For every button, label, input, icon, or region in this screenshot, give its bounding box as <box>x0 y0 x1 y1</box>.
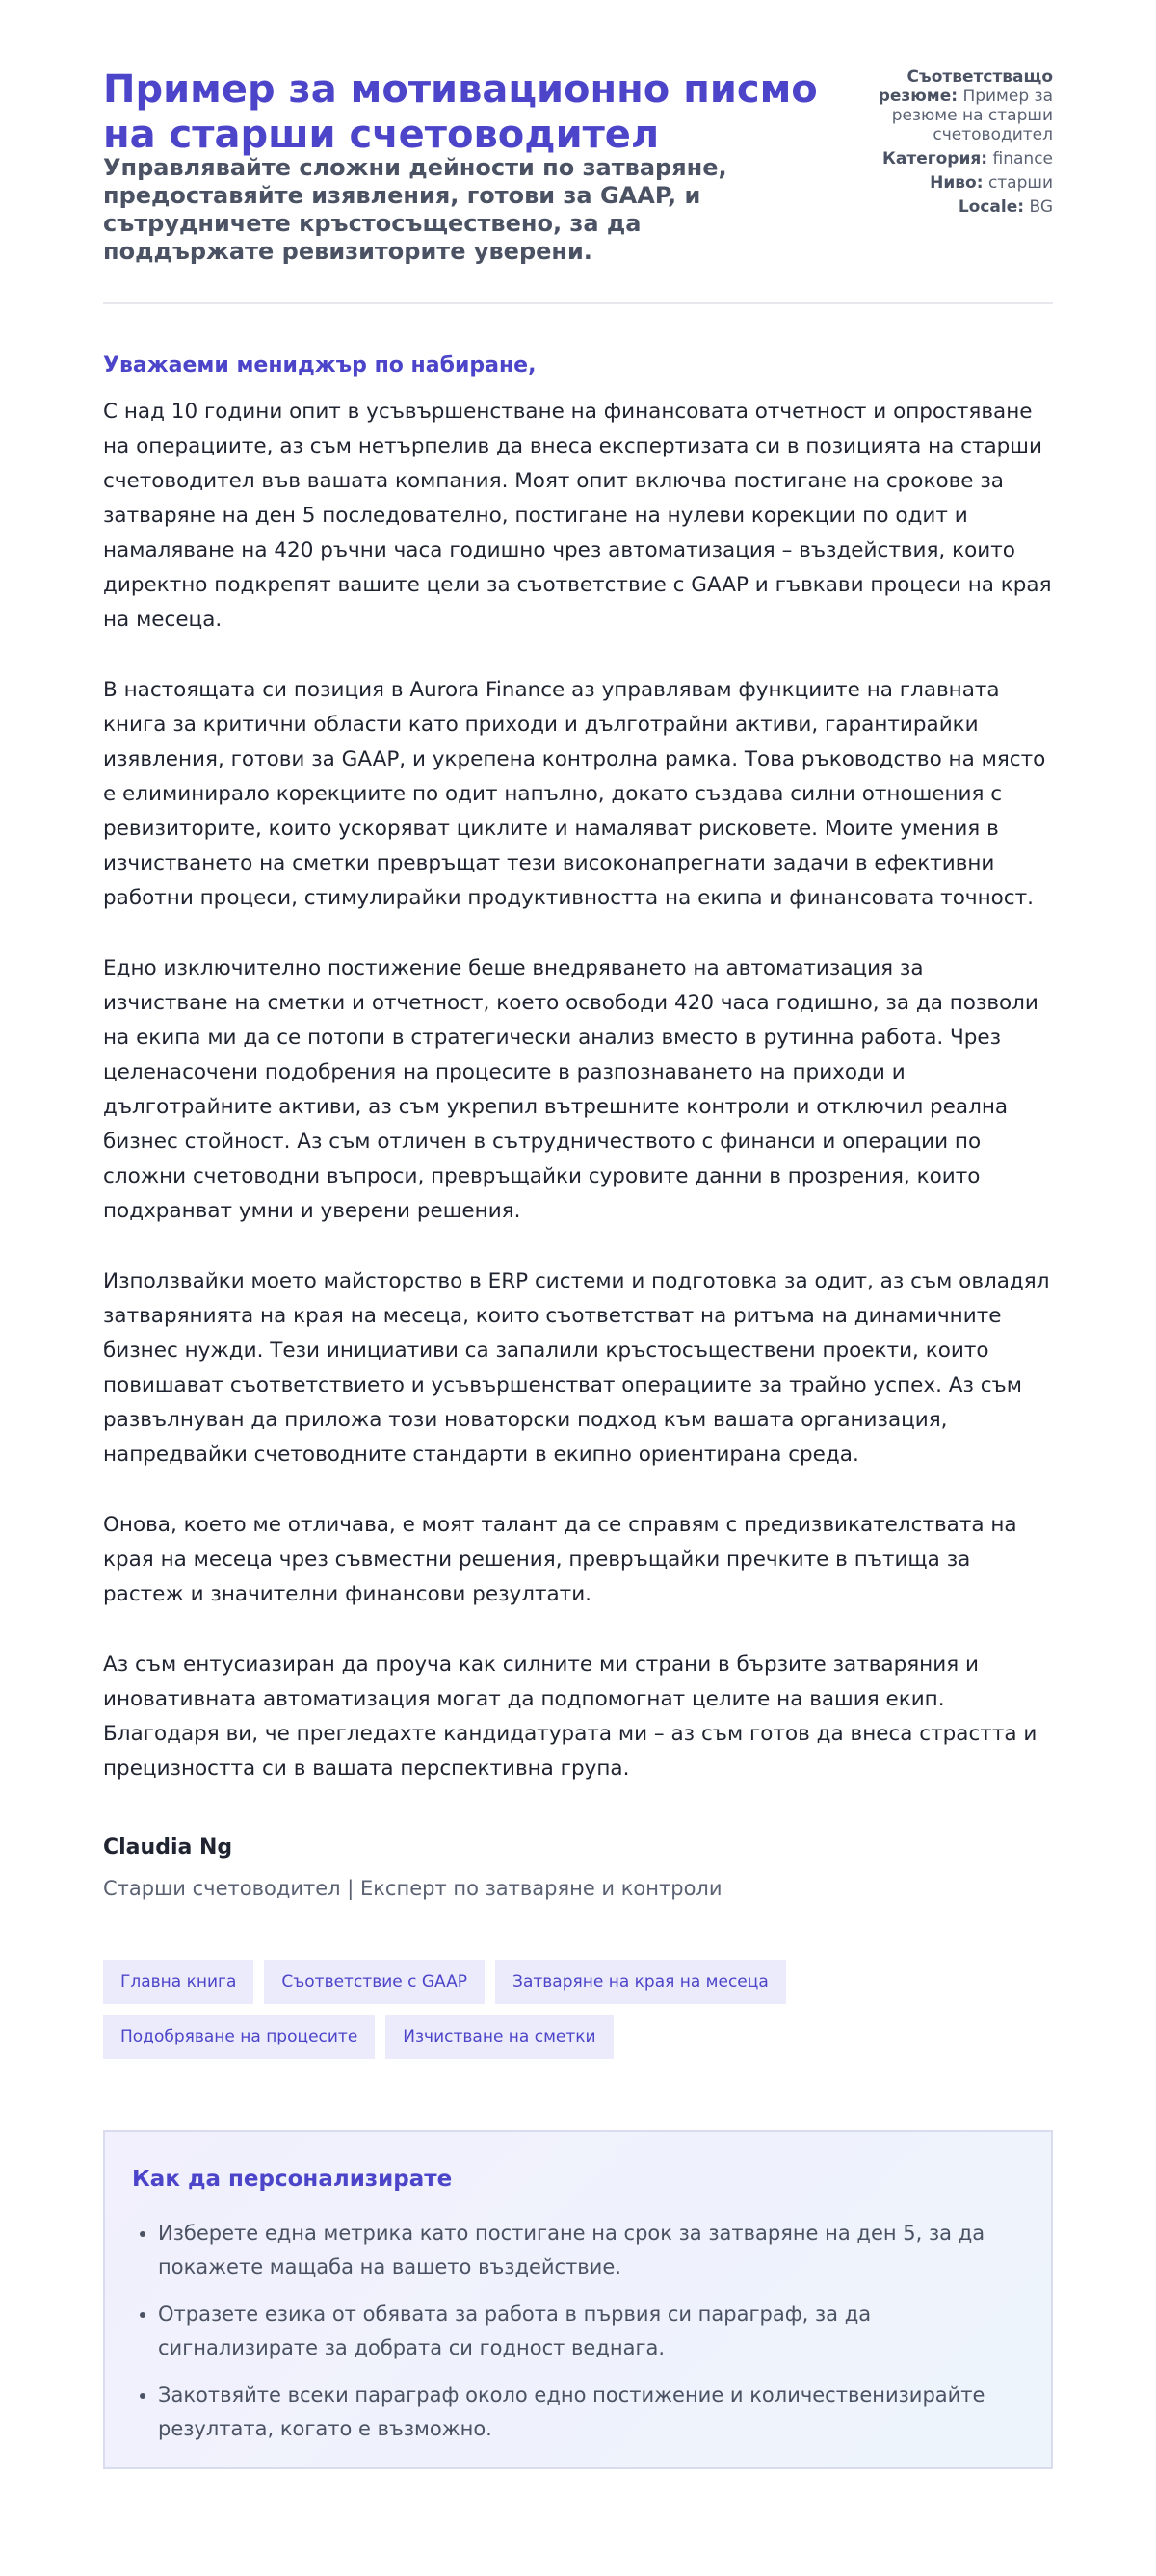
meta-category-key: Категория: <box>882 149 988 169</box>
letter-paragraph: Използвайки моето майсторство в ERP системи и подготовка за одит, аз съм овладял затварянията на края на месеца, които съответстват на ритъма на динамичните бизнес нужди. Тези инициативи са запалили кръстосъществени проекти, които повишават съответствието и усъвършенстват операциите за трайно успех. Аз съм развълнуван да приложа този новаторски подход към вашата организация, напредвайки счетоводните стандарти в екипно ориентирана среда. <box>103 1269 1050 1467</box>
letter-paragraph: Едно изключително постижение беше внедряването на автоматизация за изчистване на сметки и отчетност, което освободи 420 часа годишно, за да позволи на екипа ми да се потопи в стратегически анализ вместо в рутинна работа. Чрез целенасочени подобрения на процесите в разпознаването на приходи и дълготрайните активи, аз съм укрепил вътрешните контроли и отключил реална бизнес стойност. Аз съм отличен в сътрудничеството с финанси и операции по сложни счетоводни въпроси, превръщайки суровите данни в прозрения, които подхранват умни и уверени решения. <box>103 956 1038 1223</box>
skill-tag: Затваряне на края на месеца <box>495 1960 786 2004</box>
letter-body <box>103 395 1053 1786</box>
page-header <box>103 67 1053 304</box>
meta-category <box>870 149 1053 169</box>
meta-resume-key: Съответстващо резюме: <box>878 67 1053 106</box>
letter-paragraph: В настоящата си позиция в Aurora Finance аз управлявам функциите на главната книга за критични области като приходи и дълготрайни активи, гарантирайки изявления, готови за GAAP, и укрепена контролна рамка. Това ръководство на място е елиминирало корекциите по одит напълно, докато създава силни отношения с ревизиторите, които ускоряват циклите и намаляват рисковете. Моите умения в изчистването на сметки превръщат тези високонапрегнати задачи в ефективни работни процеси, стимулирайки продуктивността на екипа и финансовата точност. <box>103 678 1046 910</box>
letter-paragraph: С над 10 години опит в усъвършенстване на финансовата отчетност и опростяване на операциите, аз съм нетърпелив да внеса експертизата си в позицията на старши счетоводител във вашата компания. Моят опит включва постигане на срокове за затваряне на ден 5 последователно, постигане на нулеви корекции по одит и намаляване на 420 ръчни часа годишно чрез автоматизация – въздействия, които директно подкрепят вашите цели за съответствие с GAAP и гъвкави процеси на края на месеца. <box>103 400 1052 632</box>
meta-locale <box>870 197 1053 217</box>
tip-item: • Изберете една метрика като постигане на срок за затваряне на ден 5, за да покажете мащаба на вашето въздействие. <box>158 2217 1024 2284</box>
meta-panel <box>870 67 1053 221</box>
skill-tag: Изчистване на сметки <box>385 2015 613 2059</box>
skill-tag: Подобряване на процесите <box>103 2015 375 2059</box>
meta-category-value: finance <box>992 149 1053 169</box>
meta-level <box>870 173 1053 193</box>
skill-tag: Съответствие с GAAP <box>264 1960 485 2004</box>
skill-tags <box>103 1960 816 2059</box>
tips-list <box>132 2217 1024 2446</box>
tips-title: Как да персонализирате <box>132 2167 453 2192</box>
signature-name: Claudia Ng <box>103 1835 233 1860</box>
page-subtitle: Управлявайте сложни дейности по затваряне, предоставяйте изявления, готови за GAAP, и сътрудничете кръстосъществено, за да поддържате ревизиторите уверени. <box>103 154 727 265</box>
tip-item: • Закотвяйте всеки параграф около едно постижение и количественизирайте резултата, когато е възможно. <box>158 2379 1024 2446</box>
letter-greeting: Уважаеми мениджър по набиране, <box>103 353 537 377</box>
letter-paragraph: Онова, което ме отличава, е моят талант да се справям с предизвикателствата на края на месеца чрез съвместни решения, превръщайки пречките в пътища за растеж и значителни финансови резултати. <box>103 1513 1017 1606</box>
letter-paragraph: Аз съм ентусиазиран да проуча как силните ми страни в бързите затваряния и иновативната автоматизация могат да подпомогнат целите на вашия екип. Благодаря ви, че прегледахте кандидатурата ми – аз съм готов да внеса страстта и прецизността си в вашата перспективна група. <box>103 1652 1038 1781</box>
customization-tips-box <box>103 2130 1053 2469</box>
signature-role: Старши счетоводител | Експерт по затваряне и контроли <box>103 1877 722 1900</box>
meta-resume <box>870 67 1053 144</box>
meta-resume-value: Пример за резюме на старши счетоводител <box>891 87 1053 144</box>
meta-locale-key: Locale: <box>958 197 1025 217</box>
page-title: Пример за мотивационно писмо на старши счетоводител <box>103 67 818 157</box>
meta-locale-value: BG <box>1029 197 1053 217</box>
skill-tag: Главна книга <box>103 1960 253 2004</box>
meta-level-value: старши <box>987 173 1053 193</box>
tip-item: • Отразете езика от обявата за работа в първия си параграф, за да сигнализирате за добрата си годност веднага. <box>158 2298 1024 2365</box>
meta-level-key: Ниво: <box>930 173 984 193</box>
